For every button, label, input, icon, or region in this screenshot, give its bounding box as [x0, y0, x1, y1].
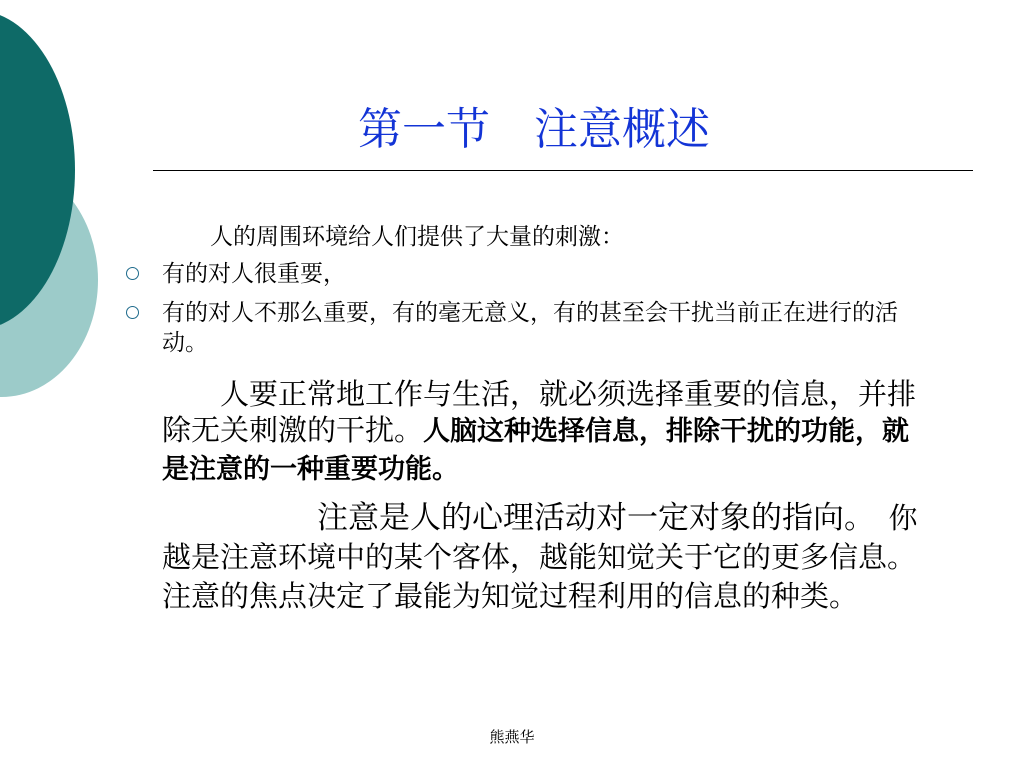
hollow-circle-bullet-icon — [126, 267, 139, 280]
intro-text: 人的周围环境给人们提供了大量的刺激： — [210, 224, 624, 250]
selection-paragraph-emphasis: 人脑这种选择信息，排除干扰的功能，就是注意的一种重要功能。 — [162, 416, 910, 485]
bullet-text: 有的对人很重要， — [162, 261, 346, 287]
selection-paragraph-text: 人要正常地工作与生活，就必须选择重要的信息，并排除无关刺激的干扰。 — [162, 377, 917, 447]
definition-tail: 你越是注意环境中的某个客体，越能知觉关于它的更多信息。注意的焦点决定了最能为知觉过程利用的信息的种类。 — [162, 501, 918, 613]
bullet-item — [124, 259, 914, 289]
definition-lead: 注意是人的心理活动对一定对象的指向。 — [162, 500, 860, 536]
hollow-circle-bullet-icon — [126, 306, 139, 319]
title-divider — [153, 170, 973, 171]
bullet-text: 有的对人不那么重要，有的毫无意义，有的甚至会干扰当前正在进行的活动。 — [162, 300, 898, 356]
bullet-list — [124, 259, 914, 367]
selection-paragraph — [162, 376, 922, 488]
slide-title: 第一节 注意概述 — [358, 104, 710, 155]
bullet-item — [124, 298, 914, 358]
footer-author: 熊燕华 — [489, 728, 535, 746]
definition-paragraph — [162, 499, 922, 616]
